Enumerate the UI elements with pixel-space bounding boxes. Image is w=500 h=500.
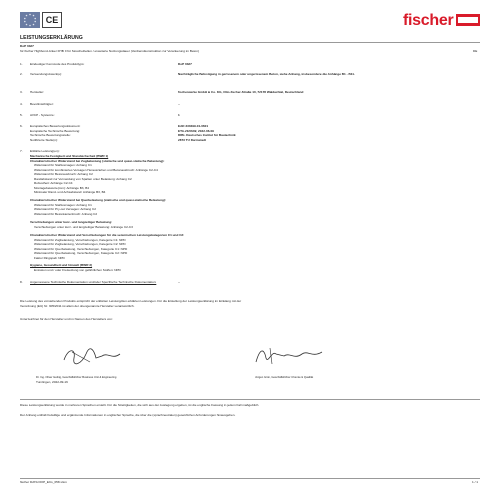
item-value: 2873 TU Darmstadt xyxy=(178,137,207,142)
item-label: Bevollmächtigter: xyxy=(30,102,54,106)
fischer-logo: fischer xyxy=(403,12,454,29)
item-number: 5. xyxy=(20,113,23,117)
subsection-heading: Charakteristischer Widerstand bei Querbelastung (statische und quasi-statische Belastung): xyxy=(30,198,166,202)
item-value: DoP 0327 xyxy=(178,62,192,66)
performance-line: Widerstand für kombiniertes Versagen Herausziehen und Betonausbruch: Anhänge C2-C4 xyxy=(34,167,158,172)
performance-line: Widerstand für Querbelastung, Verschiebungen, Kategorie C2: NPD xyxy=(34,251,128,255)
performance-line: Widerstand für Betonkantenbruch: Anhang C2 xyxy=(34,211,98,216)
document-subtitle: für fischer Highbond-Anker FHB II für Stoscheibellen / erweiterte Nutzungsdauer (Verdienstkonstruktion zur Verankerung im Beton) xyxy=(20,49,200,53)
signatory-left-name: Dr. Ing. Oliver Geibig, Geschäftsführer Business Unit & Engineering xyxy=(36,376,117,379)
performance-line: Minimaler Rand- und Achsabstand: Anhänge B3, B4 xyxy=(34,190,106,194)
declaration-text: Die Leistung des vorstehenden Produkts entspricht der erklärten Leistung/den erklärten Leistungen. Für die Erstellung der Leistungserklärung im Einklang mit der xyxy=(20,299,242,303)
item-label: Verwendungszweck(e): xyxy=(30,72,62,76)
item-number: 6. xyxy=(20,124,23,128)
performance-line: Widerstand für Stahlversagen: Anhang C1 xyxy=(34,202,92,207)
annex-note: Der Anhang enthält freiwillige und ergänzende Informationen in englischer Sprache, die über die (sprachneutralen) gesetzlichen Anforderungen hinausgehen. xyxy=(20,413,236,417)
performance-line: Montagebeiwerte(mm): Anhänge B3, B4 xyxy=(34,185,90,190)
ce-mark-logo: CE xyxy=(42,12,62,28)
signature-right-image xyxy=(250,344,330,366)
item-value: 1 xyxy=(178,113,180,117)
performance-line: Randabstand zur Vermeidung von Spalten unter Belastung: Anhang C2 xyxy=(34,176,132,181)
footer-filename: fischer DATA DOP_ECs_058.xlsm xyxy=(20,480,67,484)
item-value: -- xyxy=(178,102,181,106)
signature-left-image xyxy=(60,346,130,366)
signatory-right-name: Jürgen Grün, Geschäftsführer Chemie & Qualität xyxy=(255,376,314,379)
performance-line: Widerstand für Zugbelastung, Verschiebungen, Kategorie C1: NPD xyxy=(34,237,126,242)
section-heading: Hygiene, Gesundheit und Umwelt (BWR 3) xyxy=(30,263,93,267)
item-value: ETA-21/0649; 2022-06-09 xyxy=(178,128,214,133)
language-code: DE xyxy=(473,49,478,53)
signed-for-text: Unterzeichnet für den Hersteller und im Namen des Herstellers von: xyxy=(20,317,113,321)
performance-line: Emission und / oder Freisetzung von gefährlichen Stoffen: NPD xyxy=(34,267,121,272)
divider xyxy=(20,399,480,400)
item-label: Europäische Technische Bewertung: xyxy=(30,128,80,133)
item-number: 1. xyxy=(20,62,23,66)
item-label: Europäisches Bewertungsdokument: xyxy=(30,124,81,128)
item-value: Nachträgliche Befestigung in gerissenem oder ungerissenem Beton, siehe Anhang, insbesondere die Anhänge B1 - B11. xyxy=(178,72,355,76)
item-value: EAD 330499-01-0601 xyxy=(178,124,209,128)
performance-line: Widerstand für Zugbelastung, Verschiebungen, Kategorie C2: NPD xyxy=(34,242,126,246)
declaration-text: Verordnung (EU) Nr. 305/2011 ist allein der obengenannte Hersteller verantwortlich. xyxy=(20,303,135,308)
item-label: Eindeutiger Kenncode des Produkttyps: xyxy=(30,62,85,66)
document-title: LEISTUNGSERKLÄRUNG xyxy=(20,35,83,41)
performance-line: Widerstand für Betonausbruch: Anhang C2 xyxy=(34,172,93,176)
item-label: AVCP - System/e: xyxy=(30,113,55,117)
item-label: Erklärte Leistung(en): xyxy=(30,149,60,153)
performance-line: Widerstand für Querbelastung, Verschiebungen, Kategorie C1: NPD xyxy=(34,246,128,251)
performance-line: Widerstand für Pry-out Versagen: Anhang C2 xyxy=(34,207,96,211)
page-number: 1 / 1 xyxy=(472,480,479,484)
language-note: Diese Leistungserklärung wurde in mehreren Sprachen erstellt. Für die Streitigkeiten, die sich aus der Auslegung ergeben, ist die englische Fassung in jedem Fall maßgeblich. xyxy=(20,403,260,407)
performance-line: Robustheit: Anhänge C2-C4 xyxy=(34,181,73,185)
subsection-heading: Verschiebungen unter kurz- und langzeitiger Belastung: xyxy=(30,220,113,224)
performance-line: Faktor Ringspalt: NPD xyxy=(34,255,65,260)
divider xyxy=(20,478,480,479)
performance-line: Verschiebungen unter kurz- und langzeitiger Belastung: Anhänge C2-C3 xyxy=(34,224,133,229)
item-number: 3. xyxy=(20,90,23,94)
item-label: Hersteller: xyxy=(30,90,45,94)
item-number: 4. xyxy=(20,102,23,106)
item-number: 2. xyxy=(20,72,23,76)
item-label: Technische Bewertungsstelle: xyxy=(30,133,71,137)
performance-line: Widerstand für Stahlversagen: Anhang C1 xyxy=(34,163,92,167)
eu-logo-icon xyxy=(20,12,40,28)
signatory-left-place-date: Tumlingen, 2022-09-16 xyxy=(36,380,68,384)
subsection-heading: Charakteristischer Widerstand bei Zugbelastung (statische und quasi-statische Belastung): xyxy=(30,158,165,163)
item-label: Notifizierte Stelle(n): xyxy=(30,137,58,142)
section-heading: Mechanische Festigkeit und Standsicherheit (BWR 1) xyxy=(30,154,109,158)
item-label: Angemessene Technische Dokumentation und/oder Spezifische Technische Dokumentation: xyxy=(30,280,157,284)
item-number: 7. xyxy=(20,149,23,153)
item-value: fischerwerke GmbH & Co. KG, Otto-fischer-Straße 10, 72178 Waldachtal, Deutschland xyxy=(178,90,304,94)
item-value: DIBt- Deutsches Institut für Bautechnik xyxy=(178,133,236,137)
item-value: -- xyxy=(178,280,181,284)
fischer-mark-icon xyxy=(456,14,480,26)
item-number: 8. xyxy=(20,280,23,284)
dop-number: DoP 0327 xyxy=(20,44,34,48)
subsection-heading: Charakteristischer Widerstand und Verschiebungen für die seismischen Leistungskategorien C1 und C2: xyxy=(30,233,185,237)
divider xyxy=(20,42,480,43)
